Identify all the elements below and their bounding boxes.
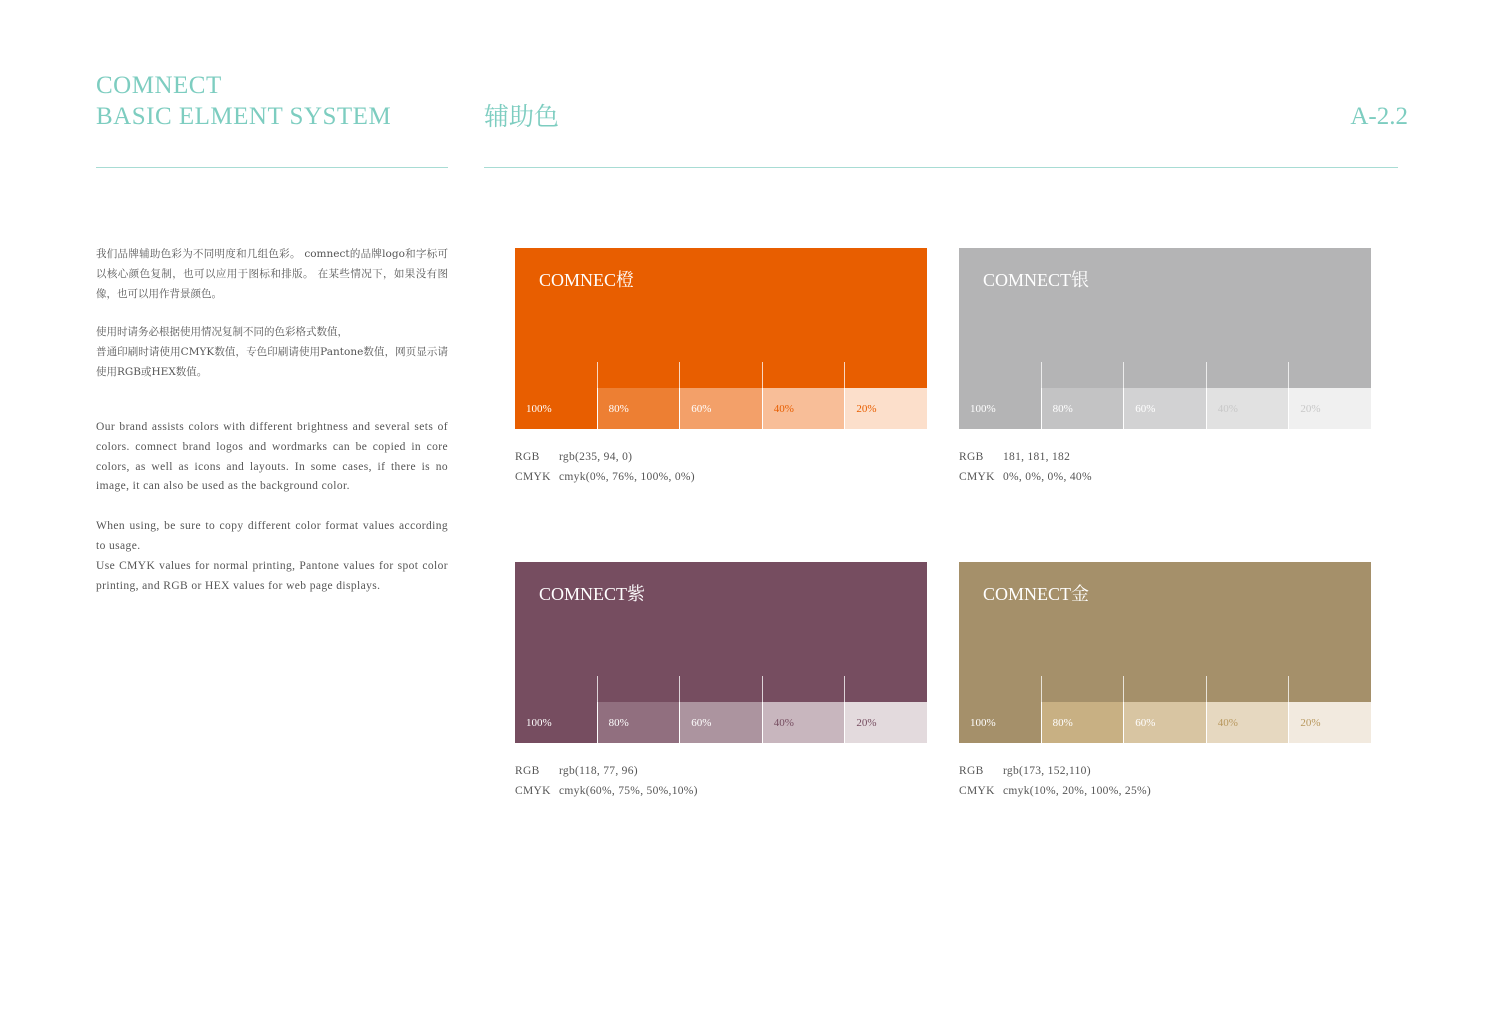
color-specs	[959, 447, 1371, 487]
tint-cell: 80%	[597, 388, 680, 429]
tick-mark	[1123, 676, 1206, 702]
swatch-main-block	[515, 562, 927, 702]
description-en-line: When using, be sure to copy different color format values according to usage.	[96, 520, 448, 552]
tick-mark	[1206, 362, 1289, 388]
tint-cell: 60%	[679, 702, 762, 743]
rgb-label: RGB	[515, 765, 540, 777]
tick-mark	[515, 362, 597, 388]
cmyk-value: cmyk(0%, 76%, 100%, 0%)	[559, 471, 695, 483]
swatch-main-block	[959, 248, 1371, 388]
tint-cell: 80%	[1041, 702, 1124, 743]
tint-cell: 100%	[515, 388, 597, 429]
color-specs	[959, 761, 1371, 801]
description-en-para-1: Our brand assists colors with different brightness and several sets of colors. comnect brand logos and wordmarks can be copied in core colors, as well as icons and layouts. In some cases, if there is no image, it can also be used as the background color.	[96, 421, 448, 493]
swatch-tick-marks	[515, 362, 927, 388]
tint-cell: 60%	[1123, 702, 1206, 743]
cmyk-spec-row	[515, 781, 927, 801]
tint-cell: 60%	[1123, 388, 1206, 429]
color-specs	[515, 761, 927, 801]
swatch-card-purple	[515, 562, 927, 801]
tick-mark	[679, 362, 762, 388]
swatch-main-block	[959, 562, 1371, 702]
cmyk-spec-row	[515, 467, 927, 487]
tint-cell: 20%	[1288, 702, 1371, 743]
tick-mark	[1288, 362, 1371, 388]
swatch-name: COMNECT紫	[539, 584, 646, 604]
tint-cell: 100%	[959, 702, 1041, 743]
tick-mark	[844, 676, 927, 702]
cmyk-label: CMYK	[959, 785, 995, 797]
tint-cell: 100%	[515, 702, 597, 743]
description-zh-para-1: 我们品牌辅助色彩为不同明度和几组色彩。 comnect的品牌logo和字标可以核心颜色复制，也可以应用于图标和排版。 在某些情况下，如果没有图像，也可以用作背景颜色。	[96, 248, 448, 300]
tint-cell: 40%	[1206, 388, 1289, 429]
tick-mark	[1041, 676, 1124, 702]
tick-mark	[762, 676, 845, 702]
tick-mark	[762, 362, 845, 388]
cmyk-spec-row	[959, 467, 1371, 487]
cmyk-value: 0%, 0%, 0%, 40%	[1003, 471, 1092, 483]
cmyk-value: cmyk(60%, 75%, 50%,10%)	[559, 785, 698, 797]
tint-cell: 40%	[762, 702, 845, 743]
rgb-value: rgb(235, 94, 0)	[559, 451, 633, 463]
brand-heading	[96, 70, 391, 132]
tint-scale	[959, 702, 1371, 743]
tint-cell: 100%	[959, 388, 1041, 429]
tick-mark	[959, 362, 1041, 388]
rgb-label: RGB	[959, 765, 984, 777]
swatch-name: COMNECT金	[983, 584, 1090, 604]
tick-mark	[679, 676, 762, 702]
swatch-card-silver	[959, 248, 1371, 487]
rgb-spec-row	[959, 761, 1371, 781]
tick-mark	[1288, 676, 1371, 702]
description-zh-line: 普通印刷时请使用CMYK数值，专色印刷请使用Pantone数值，网页显示请使用RGB或HEX数值。	[96, 346, 448, 378]
cmyk-label: CMYK	[959, 471, 995, 483]
tick-mark	[515, 676, 597, 702]
tint-scale	[959, 388, 1371, 429]
swatch-name: COMNECT银	[983, 270, 1090, 290]
description-chinese	[96, 245, 448, 402]
rgb-value: rgb(118, 77, 96)	[559, 765, 638, 777]
tint-scale	[515, 388, 927, 429]
cmyk-label: CMYK	[515, 785, 551, 797]
tick-mark	[959, 676, 1041, 702]
brand-name: COMNECT	[96, 72, 222, 99]
tint-cell: 80%	[597, 702, 680, 743]
description-en-line: Use CMYK values for normal printing, Pantone values for spot color printing, and RGB or HEX values for web page displays.	[96, 559, 448, 592]
tick-mark	[1206, 676, 1289, 702]
rgb-label: RGB	[515, 451, 540, 463]
swatch-tick-marks	[959, 676, 1371, 702]
swatch-main-block	[515, 248, 927, 388]
tint-cell: 60%	[679, 388, 762, 429]
cmyk-value: cmyk(10%, 20%, 100%, 25%)	[1003, 785, 1152, 797]
rgb-value: 181, 181, 182	[1003, 451, 1071, 463]
description-en-para-2	[96, 517, 448, 596]
color-specs	[515, 447, 927, 487]
tick-mark	[844, 362, 927, 388]
tint-cell: 20%	[1288, 388, 1371, 429]
tint-scale	[515, 702, 927, 743]
description-zh-para-2	[96, 323, 448, 382]
rgb-spec-row	[959, 447, 1371, 467]
page-code: A-2.2	[1350, 103, 1408, 130]
swatch-card-gold	[959, 562, 1371, 801]
header-divider-left	[96, 167, 448, 168]
tick-mark	[597, 362, 680, 388]
rgb-spec-row	[515, 761, 927, 781]
description-zh-line: 使用时请务必根据使用情况复制不同的色彩格式数值，	[96, 326, 348, 339]
swatch-tick-marks	[515, 676, 927, 702]
header-divider-right	[484, 167, 1398, 168]
tick-mark	[1041, 362, 1124, 388]
swatch-card-orange	[515, 248, 927, 487]
cmyk-label: CMYK	[515, 471, 551, 483]
tint-cell: 20%	[844, 702, 927, 743]
swatch-tick-marks	[959, 362, 1371, 388]
swatch-name: COMNEC橙	[539, 270, 635, 290]
rgb-value: rgb(173, 152,110)	[1003, 765, 1091, 777]
tick-mark	[597, 676, 680, 702]
tint-cell: 40%	[762, 388, 845, 429]
tint-cell: 40%	[1206, 702, 1289, 743]
tick-mark	[1123, 362, 1206, 388]
rgb-spec-row	[515, 447, 927, 467]
section-title: 辅助色	[484, 102, 560, 131]
tint-cell: 20%	[844, 388, 927, 429]
tint-cell: 80%	[1041, 388, 1124, 429]
description-english	[96, 418, 448, 616]
brand-subtitle: BASIC ELMENT SYSTEM	[96, 103, 392, 130]
rgb-label: RGB	[959, 451, 984, 463]
cmyk-spec-row	[959, 781, 1371, 801]
